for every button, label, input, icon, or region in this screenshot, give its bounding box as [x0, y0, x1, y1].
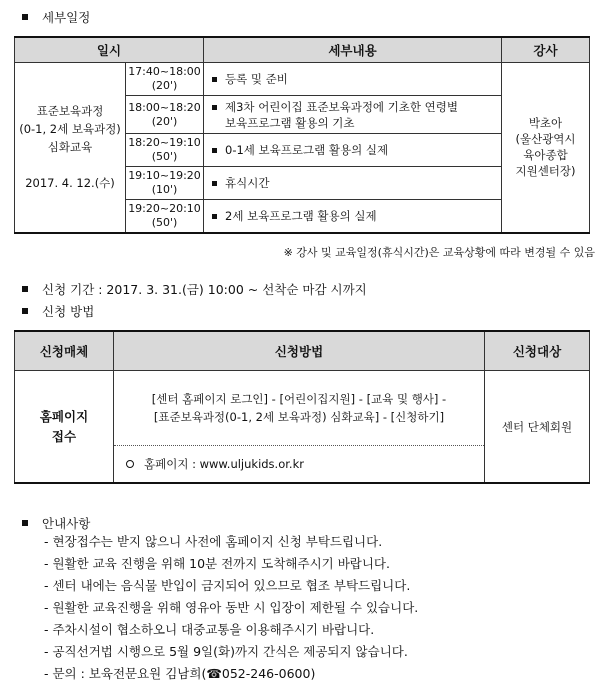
list-item: - 센터 내에는 음식물 반입이 금지되어 있으므로 협조 부탁드립니다. [44, 578, 411, 593]
instructor-line: (울산광역시 [515, 132, 576, 147]
square-bullet-icon [212, 181, 217, 186]
header-datetime: 일시 [15, 37, 204, 63]
method-line: [센터 홈페이지 로그인] - [어린이집지원] - [교육 및 행사] - [151, 392, 447, 406]
apply-table [14, 330, 590, 484]
medium-cell [15, 371, 114, 484]
circle-bullet-icon [126, 460, 134, 468]
course-line: (0-1, 2세 보육과정) [19, 122, 121, 137]
content-cell [204, 167, 502, 200]
time-cell [126, 96, 204, 134]
table-row [15, 63, 590, 96]
header-method: 신청방법 [114, 331, 485, 371]
medium-line: 홈페이지 [39, 408, 89, 424]
square-bullet-icon [212, 214, 217, 219]
content-cell [204, 63, 502, 96]
square-bullet-icon [212, 148, 217, 153]
medium-line: 접수 [51, 428, 77, 444]
content-text: 2세 보육프로그램 활용의 실제 [225, 208, 377, 223]
apply-header-row [15, 331, 590, 371]
method-steps [114, 371, 484, 446]
content-cell [204, 134, 502, 167]
square-bullet-icon [22, 14, 28, 20]
time-cell [126, 63, 204, 96]
square-bullet-icon [22, 286, 28, 292]
homepage-row [114, 446, 484, 482]
apply-method-title: 신청 방법 [42, 304, 95, 319]
course-date: 2017. 4. 12.(수) [25, 176, 115, 191]
instructor-cell [502, 63, 590, 233]
content-cell [204, 96, 502, 134]
header-target: 신청대상 [485, 331, 590, 371]
square-bullet-icon [22, 520, 28, 526]
table-row [15, 371, 590, 484]
list-item: - 원활한 교육 진행을 위해 10분 전까지 도착해주시기 바랍니다. [44, 556, 390, 571]
time-text: 17:40~18:00 [128, 65, 201, 78]
duration-text: (20') [151, 79, 178, 92]
content-text: 등록 및 준비 [225, 72, 288, 86]
time-text: 19:10~19:20 [128, 169, 201, 182]
list-item: - 공직선거법 시행으로 5월 9일(화)까지 간식은 제공되지 않습니다. [44, 644, 408, 659]
target-cell: 센터 단체회원 [485, 371, 590, 484]
list-item: - 주차시설이 협소하오니 대중교통을 이용해주시기 바랍니다. [44, 622, 375, 637]
apply-period-line [22, 280, 367, 298]
course-line: 심화교육 [47, 140, 93, 155]
square-bullet-icon [22, 308, 28, 314]
content-text: 제3차 어린이집 표준보육과정에 기초한 연령별 [225, 99, 459, 114]
time-cell [126, 134, 204, 167]
list-item: - 현장접수는 받지 않으니 사전에 홈페이지 신청 부탁드립니다. [44, 534, 383, 549]
schedule-header-row [15, 37, 590, 63]
method-line: [표준보육과정(0-1, 2세 보육과정) 심화교육] - [신청하기] [153, 410, 445, 424]
method-cell [114, 371, 485, 484]
content-text: 0-1세 보육프로그램 활용의 실제 [225, 143, 389, 157]
apply-period: 신청 기간 : 2017. 3. 31.(금) 10:00 ~ 선착순 마감 시까지 [42, 282, 367, 297]
list-item: - 문의 : 보육전문요원 김남희(☎052-246-0600) [44, 666, 316, 681]
duration-text: (20') [151, 114, 178, 128]
guide-title: 안내사항 [42, 516, 91, 531]
list-item: - 원활한 교육진행을 위해 영유아 동반 시 입장이 제한될 수 있습니다. [44, 600, 419, 615]
schedule-table [14, 36, 590, 234]
course-cell [15, 63, 126, 233]
time-cell [126, 167, 204, 200]
content-text: 보육프로그램 활용의 기초 [225, 115, 355, 130]
instructor-line: 박초아 [528, 116, 563, 131]
header-medium: 신청매체 [15, 331, 114, 371]
duration-text: (50') [151, 150, 178, 163]
time-text: 19:20~20:10 [128, 201, 201, 215]
guide-heading [22, 514, 90, 532]
schedule-title: 세부일정 [42, 10, 91, 25]
schedule-heading [22, 8, 90, 26]
square-bullet-icon [212, 105, 217, 110]
time-cell [126, 200, 204, 233]
header-instructor: 강사 [502, 37, 590, 63]
content-text: 휴식시간 [225, 176, 270, 190]
header-content: 세부내용 [204, 37, 502, 63]
course-line: 표준보육과정 [36, 104, 104, 119]
time-text: 18:00~18:20 [128, 100, 201, 114]
square-bullet-icon [212, 77, 217, 82]
content-cell [204, 200, 502, 233]
duration-text: (10') [151, 183, 178, 196]
schedule-note: ※ 강사 및 교육일정(휴식시간)은 교육상황에 따라 변경될 수 있음 [283, 246, 595, 259]
apply-method-heading [22, 302, 94, 320]
homepage-link[interactable]: 홈페이지 : www.uljukids.or.kr [144, 457, 304, 471]
instructor-line: 육아종합 [523, 148, 568, 163]
instructor-line: 지원센터장) [515, 164, 576, 179]
time-text: 18:20~19:10 [128, 136, 201, 149]
duration-text: (50') [151, 215, 178, 229]
